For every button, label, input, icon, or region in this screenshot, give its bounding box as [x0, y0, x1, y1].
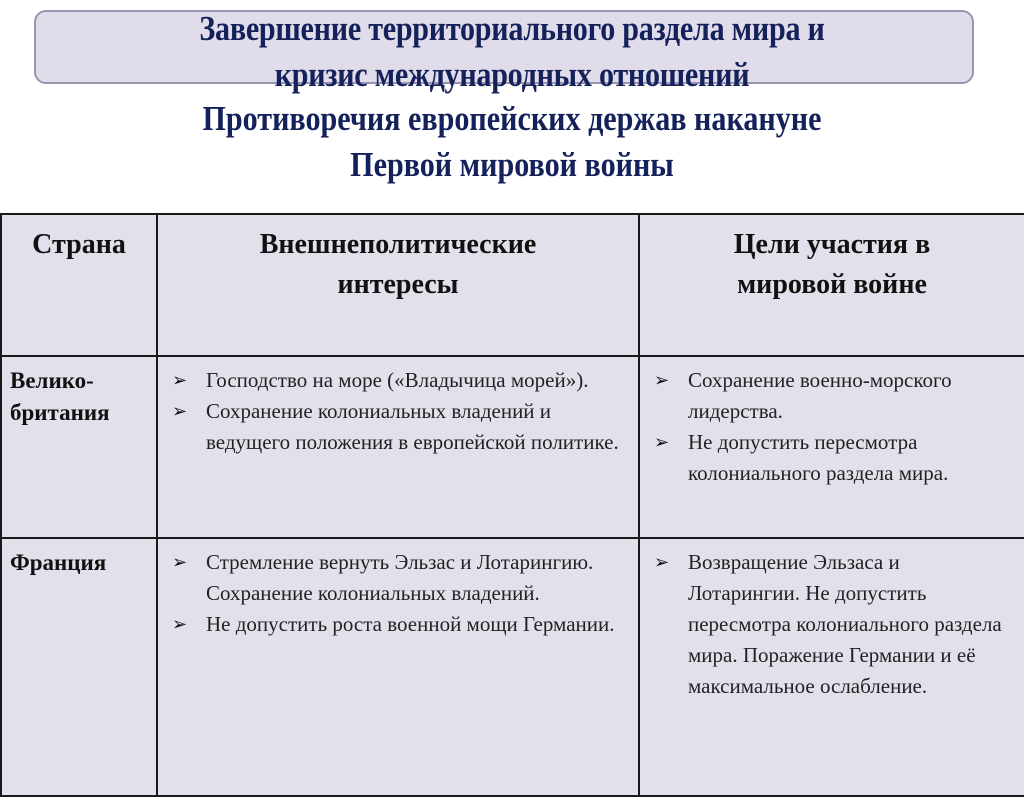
list-item — [170, 365, 628, 396]
item-text: Стремление вернуть Эльзас и Лотарингию. Сохранение колониальных владений. — [206, 550, 594, 605]
list-item — [170, 396, 628, 458]
title-line-1: Завершение территориального раздела мира и — [199, 9, 825, 48]
table-row — [1, 356, 1024, 538]
table-row — [1, 538, 1024, 796]
item-text: Сохранение военно-морского лидерства. — [688, 368, 952, 423]
interests-cell — [157, 356, 639, 538]
item-text: Не допустить пересмотра колониального раздела мира. — [688, 430, 949, 485]
item-text: Не допустить роста военной мощи Германии. — [206, 612, 615, 636]
interests-cell — [157, 538, 639, 796]
countries-table — [0, 213, 1024, 797]
table-header-row — [1, 214, 1024, 356]
arrow-bullet-icon: ➢ — [172, 614, 188, 634]
list-item — [652, 427, 1014, 489]
arrow-bullet-icon: ➢ — [654, 370, 670, 390]
list-item — [170, 547, 628, 609]
arrow-bullet-icon: ➢ — [654, 432, 670, 452]
page-title — [72, 6, 953, 98]
list-item — [170, 609, 628, 640]
page-subtitle — [72, 96, 953, 188]
goals-cell — [639, 538, 1024, 796]
header-interests — [157, 214, 639, 356]
arrow-bullet-icon: ➢ — [172, 370, 188, 390]
item-text: Господство на море («Владычица морей»). — [206, 368, 589, 392]
subtitle-line-1: Противоречия европейских держав накануне — [202, 99, 822, 138]
title-line-2: кризис международных отношений — [274, 55, 750, 94]
arrow-bullet-icon: ➢ — [172, 552, 188, 572]
goals-cell — [639, 356, 1024, 538]
list-item — [652, 365, 1014, 427]
list-item — [652, 547, 1014, 702]
country-cell: Велико-британия — [1, 356, 157, 538]
header-goals-text: Цели участия в мировой войне — [733, 229, 931, 300]
header-country: Страна — [1, 214, 157, 356]
item-text: Сохранение колониальных владений и ведущего положения в европейской политике. — [206, 399, 619, 454]
arrow-bullet-icon: ➢ — [654, 552, 670, 572]
header-interests-text: Внешнеполитические интересы — [259, 229, 537, 300]
header-goals — [639, 214, 1024, 356]
country-cell: Франция — [1, 538, 157, 796]
arrow-bullet-icon: ➢ — [172, 401, 188, 421]
item-text: Возвращение Эльзаса и Лотарингии. Не допустить пересмотра колониального раздела мира. Поражение Германии и её максимальное ослабление. — [688, 550, 1002, 698]
subtitle-line-2: Первой мировой войны — [350, 145, 674, 184]
